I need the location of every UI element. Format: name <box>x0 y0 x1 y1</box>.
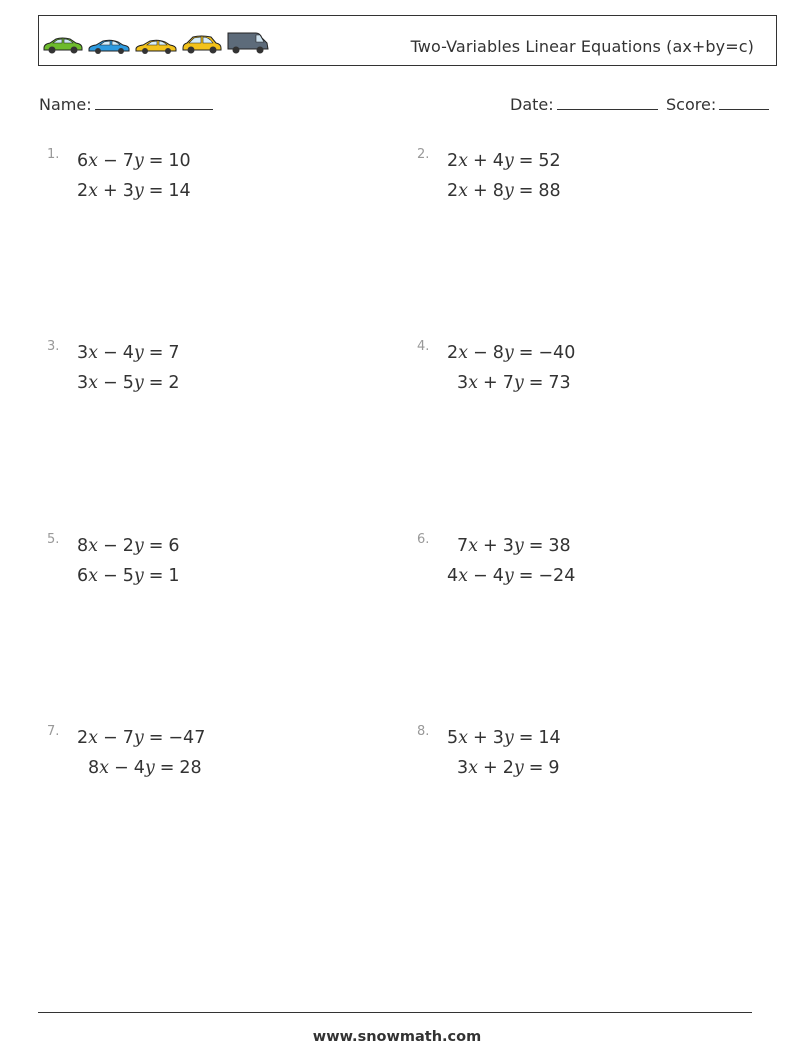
problem-number: 7. <box>47 724 60 739</box>
equals-sign: = <box>518 181 534 201</box>
equals-sign: = <box>148 343 164 363</box>
operator: − <box>103 536 118 556</box>
equals-sign: = <box>148 728 164 748</box>
coef-b: 5 <box>122 373 134 393</box>
coef-b: 4 <box>122 343 134 363</box>
var-x: x <box>88 728 99 748</box>
equals-sign: = <box>528 536 544 556</box>
equation-1 <box>77 151 191 171</box>
grey-van-icon <box>226 30 270 54</box>
equation-1 <box>77 536 180 556</box>
operator: − <box>103 728 118 748</box>
equation-2 <box>77 373 180 393</box>
equation-1 <box>447 151 561 171</box>
coef-a: 6 <box>77 151 89 171</box>
date-blank[interactable] <box>557 93 658 110</box>
var-y: y <box>144 758 155 778</box>
coef-a: 3 <box>457 373 469 393</box>
constant: 14 <box>168 181 191 201</box>
equation-1 <box>457 536 571 556</box>
constant: 6 <box>168 536 180 556</box>
var-x: x <box>88 181 99 201</box>
var-x: x <box>458 151 469 171</box>
worksheet-header <box>38 15 777 66</box>
equals-sign: = <box>518 728 534 748</box>
problem-number: 1. <box>47 147 60 162</box>
equals-sign: = <box>148 536 164 556</box>
name-blank[interactable] <box>95 93 213 110</box>
coef-a: 2 <box>447 181 459 201</box>
coef-a: 3 <box>77 343 89 363</box>
coef-a: 2 <box>447 343 459 363</box>
coef-a: 2 <box>447 151 459 171</box>
constant: 9 <box>548 758 560 778</box>
problem-number: 4. <box>417 339 430 354</box>
var-y: y <box>133 373 144 393</box>
problem-number: 2. <box>417 147 430 162</box>
score-field <box>666 93 769 114</box>
equation-2 <box>457 758 560 778</box>
constant: 38 <box>548 536 571 556</box>
equals-sign: = <box>518 343 534 363</box>
coef-a: 8 <box>88 758 100 778</box>
constant: 88 <box>538 181 561 201</box>
operator: − <box>103 343 118 363</box>
operator: + <box>473 728 488 748</box>
var-y: y <box>503 181 514 201</box>
footer-rule <box>38 1012 752 1013</box>
coef-a: 2 <box>77 728 89 748</box>
name-field <box>39 93 213 114</box>
var-x: x <box>88 373 99 393</box>
var-y: y <box>503 566 514 586</box>
operator: − <box>473 566 488 586</box>
coef-a: 5 <box>447 728 459 748</box>
var-x: x <box>468 373 479 393</box>
name-label: Name: <box>39 95 92 114</box>
equation-1 <box>447 343 575 363</box>
equation-1 <box>77 343 180 363</box>
equation-2 <box>457 373 571 393</box>
coef-a: 3 <box>457 758 469 778</box>
coef-b: 7 <box>122 728 134 748</box>
equation-2 <box>77 566 180 586</box>
var-y: y <box>133 181 144 201</box>
coef-a: 8 <box>77 536 89 556</box>
equation-2 <box>77 181 191 201</box>
equals-sign: = <box>148 373 164 393</box>
equation-2 <box>447 566 575 586</box>
coef-b: 4 <box>492 151 504 171</box>
operator: − <box>473 343 488 363</box>
constant: −47 <box>168 728 206 748</box>
var-y: y <box>133 343 144 363</box>
coef-b: 5 <box>122 566 134 586</box>
constant: 14 <box>538 728 561 748</box>
var-x: x <box>468 758 479 778</box>
var-y: y <box>503 728 514 748</box>
constant: 28 <box>179 758 202 778</box>
coef-b: 3 <box>502 536 514 556</box>
constant: −24 <box>538 566 576 586</box>
coef-a: 4 <box>447 566 459 586</box>
worksheet-title: Two-Variables Linear Equations (ax+by=c) <box>410 37 754 56</box>
operator: − <box>103 566 118 586</box>
operator: − <box>114 758 129 778</box>
coef-b: 3 <box>492 728 504 748</box>
coef-a: 3 <box>77 373 89 393</box>
equals-sign: = <box>148 566 164 586</box>
var-y: y <box>133 536 144 556</box>
equation-1 <box>447 728 561 748</box>
constant: 73 <box>548 373 571 393</box>
var-y: y <box>503 343 514 363</box>
var-x: x <box>458 181 469 201</box>
var-x: x <box>468 536 479 556</box>
date-label: Date: <box>510 95 554 114</box>
equals-sign: = <box>148 151 164 171</box>
var-y: y <box>133 566 144 586</box>
coef-b: 3 <box>122 181 134 201</box>
var-x: x <box>88 566 99 586</box>
var-x: x <box>458 566 469 586</box>
var-x: x <box>88 536 99 556</box>
constant: 7 <box>168 343 180 363</box>
blue-car-icon <box>87 38 131 54</box>
var-y: y <box>503 151 514 171</box>
constant: 52 <box>538 151 561 171</box>
var-x: x <box>458 343 469 363</box>
var-x: x <box>88 343 99 363</box>
constant: 1 <box>168 566 180 586</box>
green-car-icon <box>42 36 84 54</box>
equals-sign: = <box>518 151 534 171</box>
operator: + <box>483 536 498 556</box>
problem-number: 6. <box>417 532 430 547</box>
problem-number: 8. <box>417 724 430 739</box>
var-y: y <box>513 373 524 393</box>
equals-sign: = <box>528 758 544 778</box>
date-field <box>510 93 658 114</box>
equation-1 <box>77 728 205 748</box>
score-blank[interactable] <box>719 93 769 110</box>
var-y: y <box>133 151 144 171</box>
coef-b: 2 <box>122 536 134 556</box>
coef-a: 2 <box>77 181 89 201</box>
equals-sign: = <box>518 566 534 586</box>
yellow-sedan-icon <box>134 38 178 54</box>
equation-2 <box>447 181 561 201</box>
var-x: x <box>88 151 99 171</box>
coef-b: 8 <box>492 181 504 201</box>
coef-b: 7 <box>502 373 514 393</box>
yellow-hatchback-icon <box>181 34 223 54</box>
car-icons <box>42 28 270 54</box>
var-x: x <box>458 728 469 748</box>
problem-number: 3. <box>47 339 60 354</box>
var-x: x <box>99 758 110 778</box>
operator: + <box>473 151 488 171</box>
operator: − <box>103 151 118 171</box>
equals-sign: = <box>159 758 175 778</box>
coef-b: 8 <box>492 343 504 363</box>
constant: −40 <box>538 343 576 363</box>
constant: 10 <box>168 151 191 171</box>
coef-b: 2 <box>502 758 514 778</box>
constant: 2 <box>168 373 180 393</box>
coef-b: 4 <box>133 758 145 778</box>
score-label: Score: <box>666 95 717 114</box>
operator: + <box>483 373 498 393</box>
operator: + <box>483 758 498 778</box>
coef-b: 4 <box>492 566 504 586</box>
equation-2 <box>88 758 202 778</box>
coef-a: 7 <box>457 536 469 556</box>
operator: − <box>103 373 118 393</box>
operator: + <box>103 181 118 201</box>
coef-a: 6 <box>77 566 89 586</box>
coef-b: 7 <box>122 151 134 171</box>
operator: + <box>473 181 488 201</box>
var-y: y <box>513 536 524 556</box>
equals-sign: = <box>528 373 544 393</box>
equals-sign: = <box>148 181 164 201</box>
var-y: y <box>513 758 524 778</box>
problem-number: 5. <box>47 532 60 547</box>
footer-url: www.snowmath.com <box>312 1029 482 1045</box>
var-y: y <box>133 728 144 748</box>
